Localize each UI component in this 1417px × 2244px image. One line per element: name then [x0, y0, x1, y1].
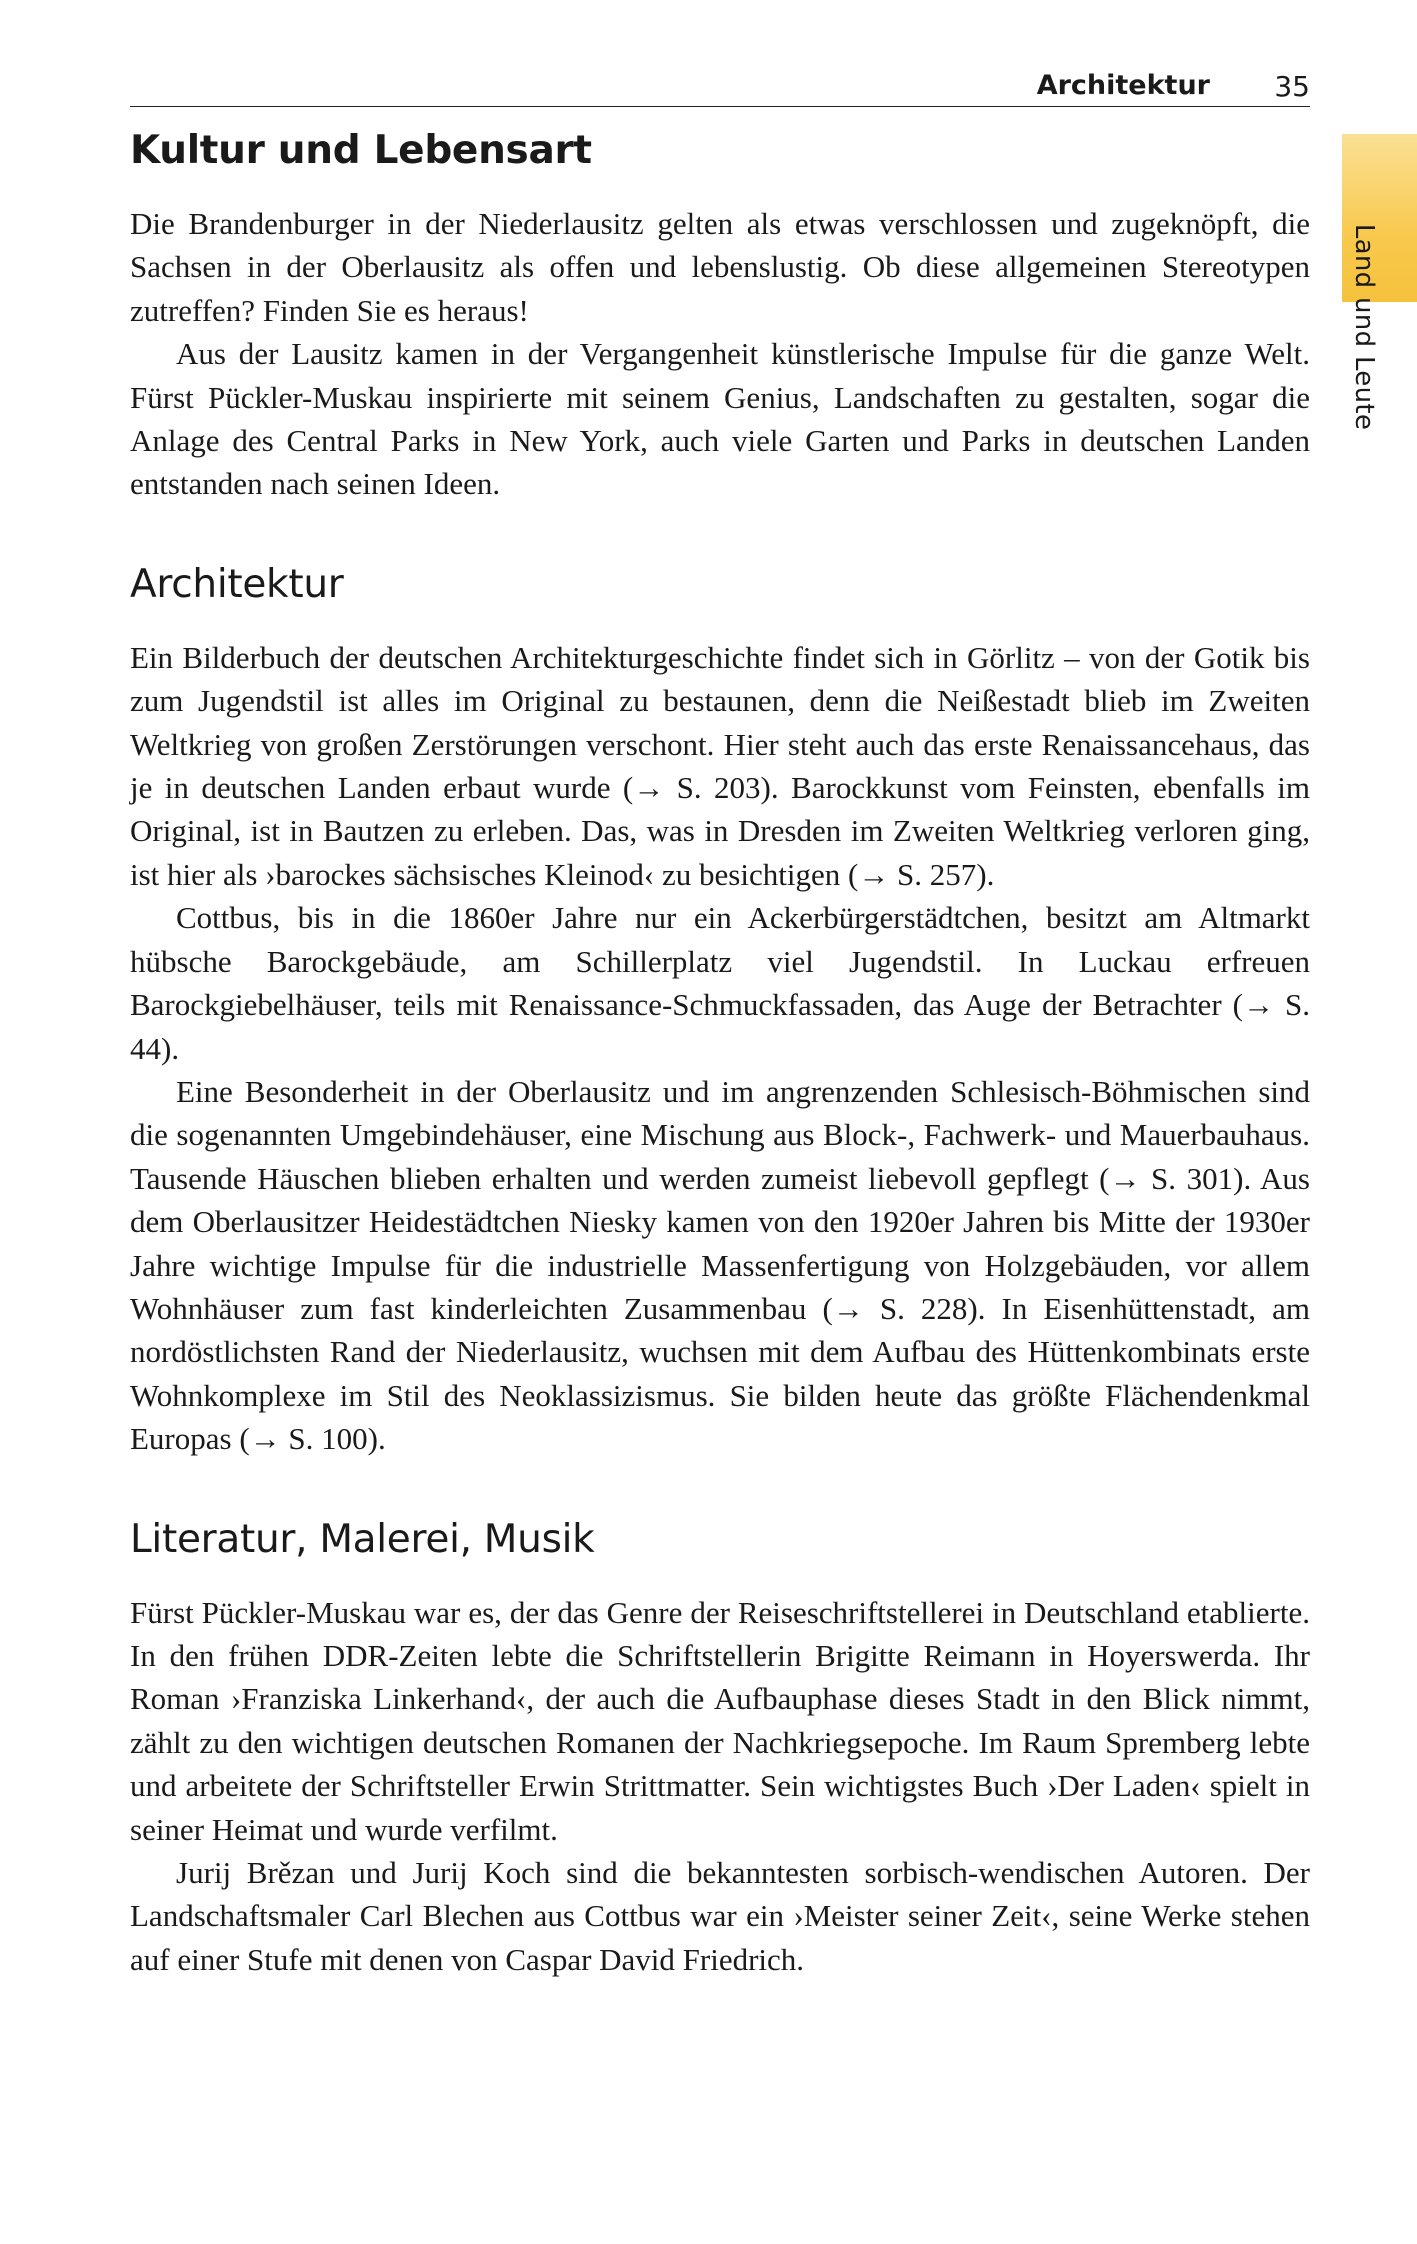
paragraph: Jurij Brězan und Jurij Koch sind die bekanntesten sorbisch-wendischen Autoren. Der Landschaftsmaler Carl Blechen aus Cottbus war ein ›Meister seiner Zeit‹, seine Werke stehen auf einer Stufe mit denen von Caspar David Friedrich. — [130, 1855, 1310, 1977]
heading-architektur: Architektur — [130, 561, 344, 607]
paragraph: Fürst Pückler-Muskau war es, der das Genre der Reiseschriftstellerei in Deutschland etablierte. In den frühen DDR-Zeiten lebte die Schriftstellerin Brigitte Reimann in Hoyerswerda. Ihr Roman ›Franziska Linkerhand‹, der auch die Aufbauphase dieses Stadt in den Blick nimmt, zählt zu den wichtigen deutschen Romanen der Nachkriegsepoche. Im Raum Spremberg lebte und arbeitete der Schriftsteller Erwin Strittmatter. Sein wichtigstes Buch ›Der Laden‹ spielt in seiner Heimat und wurde verfilmt. — [130, 1594, 1310, 1847]
paragraph: Ein Bilderbuch der deutschen Architekturgeschichte findet sich in Görlitz – von der Gotik bis zum Jugendstil ist alles im Original zu bestaunen, denn die Neißestadt blieb im Zweiten Weltkrieg von großen Zerstörungen verschont. Hier steht auch das erste Renaissancehaus, das je in deutschen Landen erbaut wurde (→ S. 203). Barockkunst vom Feinsten, ebenfalls im Original, ist in Bautzen zu erleben. Das, was in Dresden im Zweiten Weltkrieg verloren ging, ist hier als ›barockes sächsisches Kleinod‹ zu besichtigen (→ S. 257). — [130, 639, 1310, 892]
page-number: 35 — [1274, 70, 1310, 103]
paragraph: Cottbus, bis in die 1860er Jahre nur ein Ackerbürgerstädtchen, besitzt am Altmarkt hübsche Barockgebäude, am Schillerplatz viel Jugendstil. In Luckau erfreuen Barockgiebelhäuser, teils mit Renaissance-Schmuckfassaden, das Auge der Betrachter (→ S. 44). — [130, 900, 1310, 1066]
running-head-section-title: Architektur — [1036, 70, 1210, 101]
heading-kultur-und-lebensart: Kultur und Lebensart — [130, 128, 592, 173]
chapter-side-label: Land und Leute — [1349, 223, 1379, 431]
paragraph: Die Brandenburger in der Niederlausitz gelten als etwas verschlossen und zugeknöpft, die Sachsen in der Oberlausitz als offen und lebenslustig. Ob diese allgemeinen Stereotypen zutreffen? Finden Sie es heraus! — [130, 206, 1310, 328]
heading-literatur-malerei-musik: Literatur, Malerei, Musik — [130, 1516, 595, 1562]
paragraph: Eine Besonderheit in der Oberlausitz und im angrenzenden Schlesisch-Böhmischen sind die sogenannten Umgebindehäuser, eine Mischung aus Block-, Fachwerk- und Mauerbauhaus. Tausende Häuschen blieben erhalten und werden zumeist liebevoll gepflegt (→ S. 301). Aus dem Oberlausitzer Heidestädtchen Niesky kamen von den 1920er Jahren bis Mitte der 1930er Jahre wichtige Impulse für die industrielle Massenfertigung von Holzgebäuden, vor allem Wohnhäuser zum fast kinderleichten Zusammenbau (→ S. 228). In Eisenhüttenstadt, am nordöstlichsten Rand der Niederlausitz, wuchsen mit dem Aufbau des Hüttenkombinats erste Wohnkomplexe im Stil des Neoklassizismus. Sie bilden heute das größte Flächendenkmal Europas (→ S. 100). — [130, 1073, 1310, 1457]
running-head — [130, 68, 1310, 107]
paragraph: Aus der Lausitz kamen in der Vergangenheit künstlerische Impulse für die ganze Welt. Fürst Pückler-Muskau inspirierte mit seinem Genius, Landschaften zu gestalten, sogar die Anlage des Central Parks in New York, auch viele Garten und Parks in deutschen Landen entstanden nach seinen Ideen. — [130, 336, 1310, 502]
page-content — [130, 120, 1310, 1981]
